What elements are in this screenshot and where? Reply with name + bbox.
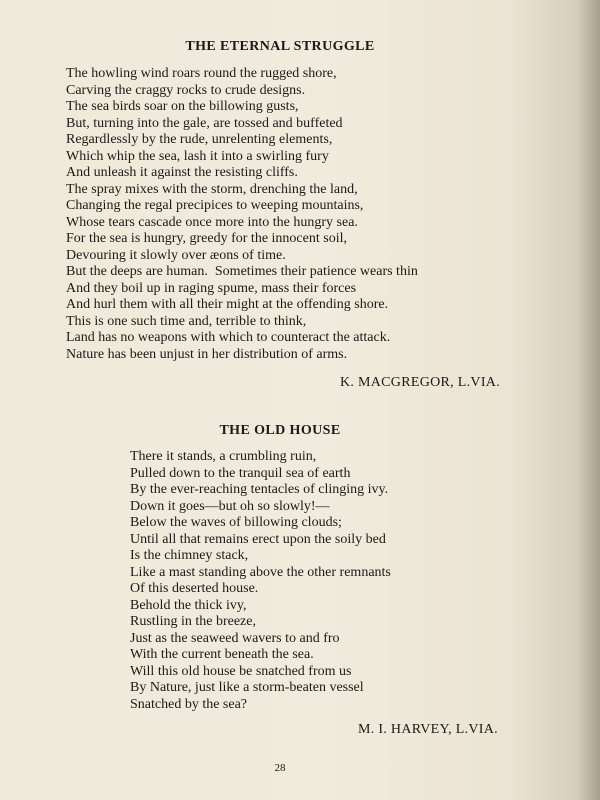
poem-author-harvey: M. I. HARVEY, L.VIA.: [358, 722, 498, 737]
poem-line: Carving the craggy rocks to crude designs.: [66, 82, 306, 98]
poem-line: By Nature, just like a storm-beaten vessel: [130, 680, 364, 695]
poem-line: The howling wind roars round the rugged shore,: [66, 66, 337, 81]
poem-line: Until all that remains erect upon the soily bed: [130, 531, 386, 547]
poem-line: Like a mast standing above the other remnants: [130, 564, 391, 580]
page-number: 28: [274, 762, 286, 774]
poem-line: Of this deserted house.: [130, 581, 259, 596]
poem-body-old-house: [130, 449, 391, 713]
poem-line: And unleash it against the resisting cliffs.: [66, 165, 298, 180]
poem-line: Nature has been unjust in her distribution of arms.: [66, 346, 348, 362]
poem-line: Down it goes—but oh so slowly!—: [130, 498, 330, 514]
poem-line: Rustling in the breeze,: [130, 614, 256, 629]
poem-line: Below the waves of billowing clouds;: [130, 515, 342, 530]
poem-line: Pulled down to the tranquil sea of earth: [130, 465, 351, 481]
poem-line: Devouring it slowly over æons of time.: [66, 247, 286, 263]
poem-line: Which whip the sea, lash it into a swirling fury: [66, 148, 329, 164]
poem-line: But the deeps are human. Sometimes their patience wears thin: [66, 264, 418, 279]
poem-line: Is the chimney stack,: [130, 548, 249, 563]
poem-title-old-house: THE OLD HOUSE: [219, 423, 341, 438]
poem-line: By the ever-reaching tentacles of clinging ivy.: [130, 482, 389, 497]
poem-line: And hurl them with all their might at the offending shore.: [66, 297, 389, 312]
poem-line: With the current beneath the sea.: [130, 647, 314, 662]
poem-line: This is one such time and, terrible to think,: [66, 313, 307, 329]
poem-line: And they boil up in raging spume, mass their forces: [66, 280, 357, 296]
poem-line: The spray mixes with the storm, drenching the land,: [66, 181, 358, 197]
poem-line: There it stands, a crumbling ruin,: [130, 449, 317, 464]
poem-title-eternal-struggle: THE ETERNAL STRUGGLE: [185, 39, 375, 54]
poem-line: For the sea is hungry, greedy for the innocent soil,: [66, 231, 347, 246]
poem-line: Will this old house be snatched from us: [130, 663, 352, 679]
poem-body-eternal-struggle: [66, 66, 418, 363]
poem-line: Changing the regal precipices to weeping mountains,: [66, 198, 364, 213]
poem-line: The sea birds soar on the billowing gusts,: [66, 99, 299, 114]
poem-line: Regardlessly by the rude, unrelenting elements,: [66, 132, 333, 147]
poem-author-macgregor: K. MACGREGOR, L.VIA.: [340, 375, 500, 390]
poem-line: Land has no weapons with which to counteract the attack.: [66, 330, 391, 345]
poem-line: Whose tears cascade once more into the hungry sea.: [66, 214, 358, 230]
poem-line: Snatched by the sea?: [130, 696, 248, 712]
poem-line: Just as the seaweed wavers to and fro: [130, 630, 340, 646]
poem-line: But, turning into the gale, are tossed and buffeted: [66, 115, 343, 131]
poem-line: Behold the thick ivy,: [130, 597, 247, 613]
